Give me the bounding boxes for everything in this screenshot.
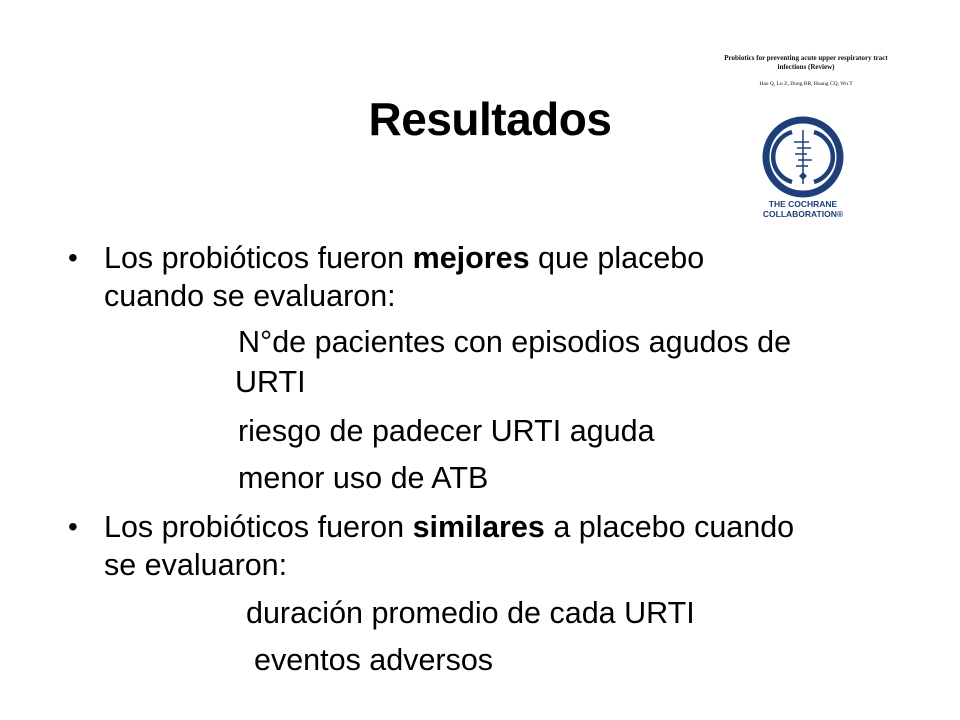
reference-title-line1: Probiotics for preventing acute upper respiratory tract <box>724 54 888 62</box>
reference-citation <box>712 54 900 87</box>
bullet-1-emphasis: mejores <box>412 241 530 275</box>
bullet-2-item-2: eventos adversos <box>254 643 494 677</box>
reference-authors: Hao Q, Lu Z, Dong BR, Huang CQ, Wu T <box>759 81 853 87</box>
bullet-2-item-1: duración promedio de cada URTI <box>246 596 695 630</box>
bullet-1-item-1: N°de pacientes con episodios agudos de <box>238 325 792 359</box>
bullet-2-suffix: a placebo cuando <box>544 510 795 544</box>
logo-text-line2: COLLABORATION® <box>762 209 844 219</box>
bullet-2-prefix: Los probióticos fueron <box>104 510 413 544</box>
bullet-1-prefix: Los probióticos fueron <box>104 241 413 275</box>
logo-text <box>740 199 866 219</box>
bullet-1-item-1-cont: URTI <box>235 365 306 399</box>
bullet-1-item-2: riesgo de padecer URTI aguda <box>238 414 655 448</box>
bullet-2-line-2: se evaluaron: <box>104 548 288 582</box>
bullet-dot-1: • <box>68 242 78 273</box>
reference-title <box>712 54 900 71</box>
bullet-dot-2: • <box>68 511 78 542</box>
bullet-2-emphasis: similares <box>412 510 545 544</box>
slide-title: Resultados <box>368 93 612 145</box>
bullet-1-line-2: cuando se evaluaron: <box>104 279 396 313</box>
bullet-1-line-1 <box>104 240 704 276</box>
bullet-2-line-1 <box>104 509 794 545</box>
bullet-1-suffix: que placebo <box>529 241 705 275</box>
bullet-1-item-3: menor uso de ATB <box>238 461 489 495</box>
cochrane-logo-icon <box>762 116 844 198</box>
reference-title-line2: infections (Review) <box>777 62 835 71</box>
logo-text-line1: THE COCHRANE <box>768 199 838 209</box>
